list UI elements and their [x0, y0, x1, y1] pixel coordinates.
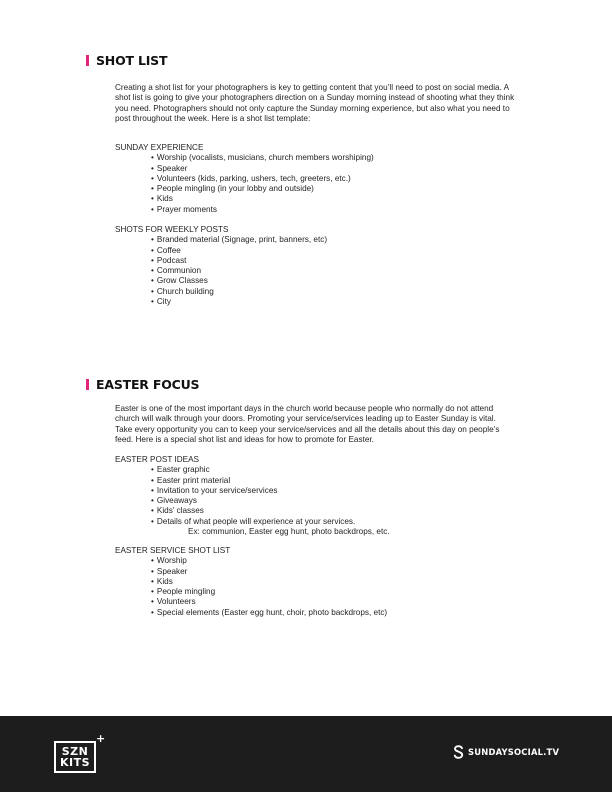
list-item: • Volunteers (kids, parking, ushers, tech, greeters, etc.) [151, 174, 535, 184]
list-item: • Easter graphic [151, 465, 535, 475]
list-item: • Kids [151, 194, 535, 204]
list-heading: SHOTS FOR WEEKLY POSTS [115, 225, 229, 234]
list-heading: SUNDAY EXPERIENCE [115, 143, 204, 152]
accent-bar [86, 55, 89, 66]
sunday-social-brand [453, 745, 559, 759]
list-item: • Kids’ classes [151, 506, 535, 516]
szn-kits-logo [54, 734, 104, 776]
section-title: EASTER FOCUS [96, 377, 200, 392]
list-item: • Coffee [151, 246, 535, 256]
list-item: • Branded material (Signage, print, banners, etc) [151, 235, 535, 245]
easter-post-ideas-list [115, 455, 535, 537]
accent-bar [86, 379, 89, 390]
list-item: • Speaker [151, 567, 535, 577]
list-item: • Giveaways [151, 496, 535, 506]
list-item: • Worship (vocalists, musicians, church members worshiping) [151, 153, 535, 163]
easter-focus-header [86, 377, 199, 392]
brand-name: SUNDAYSOCIAL.TV [468, 747, 560, 757]
list-heading: EASTER POST IDEAS [115, 455, 200, 464]
list-item: • Speaker [151, 164, 535, 174]
section-title: SHOT LIST [96, 53, 168, 68]
list-item: • Details of what people will experience at your services. [151, 517, 535, 527]
example-note: Ex: communion, Easter egg hunt, photo backdrops, etc. [188, 526, 390, 536]
list-item: • City [151, 297, 535, 307]
list-item: • Kids [151, 577, 535, 587]
list-item: • People mingling [151, 587, 535, 597]
list-item: • Special elements (Easter egg hunt, choir, photo backdrops, etc) [151, 608, 535, 618]
easter-service-shot-list [115, 546, 535, 618]
list-item: • Volunteers [151, 597, 535, 607]
list-item: • Communion [151, 266, 535, 276]
logo-line: SZN [61, 745, 89, 758]
list-item: • Worship [151, 556, 535, 566]
list-item: • Podcast [151, 256, 535, 266]
list-item: • Grow Classes [151, 276, 535, 286]
sunday-experience-list [115, 143, 535, 215]
shot-list-intro: Creating a shot list for your photographers is key to getting content that you’ll need to post on social media. A shot list is going to give your photographers direction on a Sunday morning instead of shooting what they think you need. Photographers should not only capture the Sunday morning experience, but also what you need to post throughout the week. Here is a shot list template: [115, 83, 515, 124]
list-item: • Easter print material [151, 476, 535, 486]
szn-kits-logo-box [54, 741, 96, 773]
list-item: • Church building [151, 287, 535, 297]
easter-intro: Easter is one of the most important days in the church world because people who normally do not attend church will walk through your doors. Promoting your service/services leading up to Easter Sunday is vital. Take every opportunity you can to keep your service/services and all the details about this day on people’s feed. Here is a special shot list and ideas for how to promote for Easter. [115, 404, 500, 445]
list-item: • Invitation to your service/services [151, 486, 535, 496]
weekly-posts-list [115, 225, 535, 307]
list-item: • Prayer moments [151, 205, 535, 215]
logo-line: KITS [59, 756, 91, 769]
logo-plus: + [96, 732, 106, 745]
list-item: • People mingling (in your lobby and outside) [151, 184, 535, 194]
shot-list-header [86, 53, 167, 68]
szn-kits-logo-text [60, 746, 90, 768]
list-heading: EASTER SERVICE SHOT LIST [115, 546, 231, 555]
sunday-social-icon [453, 745, 464, 759]
